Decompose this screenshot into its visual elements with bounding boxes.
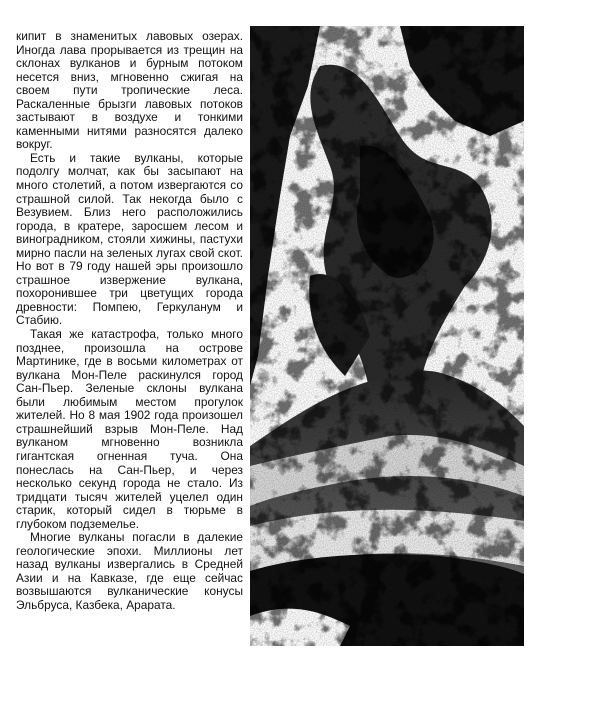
article-text bbox=[16, 30, 243, 613]
paragraph-1: кипит в знаменитых лавовых озерах. Иногда лава прорывается из трещин на склонах вулканов и бурным потоком несется вниз, мгновенно сжигая на своем пути тропические леса. Раскаленные брызги лавовых потоков застывают в воздухе и тонкими каменными нитями разносятся далеко вокруг. bbox=[16, 29, 243, 152]
volcano-eruption-photo bbox=[250, 26, 524, 646]
paragraph-2: Есть и такие вулканы, которые подолгу молчат, как бы засыпают на много столетий, а потом извергаются со страшной силой. Так некогда было с Везувием. Близ него расположились города, в кратере, заросшем лесом и виноградником, стояли хижины, пастухи мирно пасли на зеленых лугах свой скот. Но вот в 79 году нашей эры произошло страшное извержение вулкана, похоронившее три цветущих города древности: Помпею, Геркуланум и Стабию. bbox=[16, 150, 243, 328]
volcano-photo-graphic bbox=[250, 26, 524, 646]
paragraph-3: Такая же катастрофа, только много позднее, произошла на острове Мартинике, где в восьми километрах от вулкана Мон-Пеле раскинулся город Сан-Пьер. Зеленые склоны вулкана были любимым местом прогулок жителей. Но 8 мая 1902 года произошел страшнейший взрыв Мон-Пеле. Над вулканом мгновенно возникла гигантская огненная туча. Она понеслась на Сан-Пьер, и через несколько секунд города не стало. Из тридцати тысяч жителей уцелел один старик, который сидел в тюрьме в глубоком подземелье. bbox=[16, 327, 243, 531]
paragraph-4: Многие вулканы погасли в далекие геологические эпохи. Миллионы лет назад вулканы извергались в Средней Азии и на Кавказе, где еще сейчас возвышаются вулканические конусы Эльбруса, Казбека, Арарата. bbox=[16, 530, 243, 612]
